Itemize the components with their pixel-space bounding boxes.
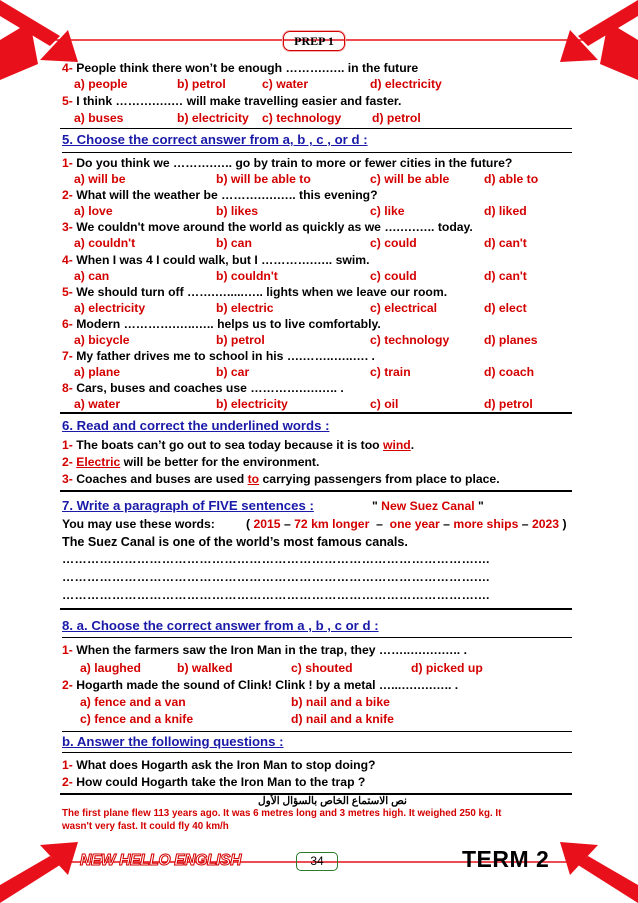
listening-text-line: wasn't very fast. It could fly 40 km/h <box>62 821 229 832</box>
option: d) elect <box>484 300 527 315</box>
option: c) could <box>370 268 417 283</box>
option: d) petrol <box>484 397 533 412</box>
section-5-question: 2- What will the weather be ……….….….. this evening? <box>62 188 378 203</box>
divider <box>62 152 572 153</box>
option: c) could <box>370 236 417 251</box>
option: c) technology <box>370 333 450 347</box>
divider <box>62 731 572 732</box>
divider <box>62 637 572 638</box>
underlined-word: Electric <box>76 455 121 469</box>
paragraph-topic: " New Suez Canal " <box>372 499 484 513</box>
option: b) car <box>216 365 250 380</box>
option: b) petrol <box>216 333 265 347</box>
option: a) plane <box>74 365 121 380</box>
option: d) can't <box>484 236 527 251</box>
divider <box>60 412 572 414</box>
option: a) bicycle <box>74 333 130 347</box>
option: c) shouted <box>291 661 353 675</box>
section-6-item: 2- Electric will be better for the environment. <box>62 455 320 469</box>
section-5-question: 4- When I was 4 I could walk, but I ………….….. swim. <box>62 252 370 267</box>
option: a) will be <box>74 172 126 186</box>
writing-line[interactable]: ……………………………………………………………………………………….… <box>62 570 491 584</box>
underlined-word: wind <box>383 438 411 452</box>
page-number: 34 <box>296 852 338 871</box>
option: d) liked <box>484 204 527 219</box>
option: c) train <box>370 365 411 380</box>
option: a) laughed <box>80 661 141 675</box>
option: d) coach <box>484 365 535 380</box>
option: c) oil <box>370 397 399 412</box>
header-badge: PREP 1 <box>283 31 345 51</box>
option: a) can <box>74 268 110 283</box>
option: d) petrol <box>372 111 421 125</box>
section-8-question-2: 2- Hogarth made the sound of Clink! Clink ! by a metal …...….….….. . <box>62 678 459 692</box>
listening-heading: نص الاستماع الخاص بالسؤال الأول <box>258 795 407 807</box>
option: b) will be able to <box>216 172 311 186</box>
writing-line[interactable]: ……………………………………………………………………………………….… <box>62 588 491 602</box>
section-5-question: 1- Do you think we ……….….. go by train to more or fewer cities in the future? <box>62 156 513 170</box>
underlined-word: to <box>247 472 260 486</box>
section-5-question: 3- We couldn't move around the world as quickly as we ….….….. today. <box>62 220 473 235</box>
option: b) electricity <box>216 397 288 412</box>
option: b) likes <box>216 204 258 219</box>
option: d) can't <box>484 268 527 283</box>
section-5-question: 6- Modern ………….…..….. helps us to live comfortably. <box>62 317 381 331</box>
bottom-right-arrow-icon <box>578 856 638 903</box>
option: d) electricity <box>370 77 442 91</box>
question-5: 5- I think ……….….… will make travelling easier and faster. <box>62 94 402 108</box>
option: c) will be able <box>370 172 450 186</box>
hint-words: ( 2015 – 72 km longer – one year – more ships – 2023 ) <box>246 517 567 531</box>
option: a) buses <box>74 111 124 125</box>
option: a) people <box>74 77 128 91</box>
option: b) electric <box>216 300 274 315</box>
section-8b-question-2: 2- How could Hogarth take the Iron Man to the trap ? <box>62 775 366 789</box>
footer-term: TERM 2 <box>462 846 550 872</box>
divider <box>60 128 572 129</box>
paragraph-intro: The Suez Canal is one of the world’s most famous canals. <box>62 535 408 549</box>
section-5-title: 5. Choose the correct answer from a, b , c , or d : <box>62 132 368 147</box>
option: a) electricity <box>74 300 146 315</box>
writing-line[interactable]: ……………………………………………………………………………………….… <box>62 552 491 566</box>
option: a) water <box>74 397 121 412</box>
option: c) fence and a knife <box>80 712 194 726</box>
section-6-title: 6. Read and correct the underlined words : <box>62 418 330 433</box>
section-8b-title: b. Answer the following questions : <box>62 734 284 749</box>
option: c) technology <box>262 111 342 125</box>
option: b) electricity <box>177 111 249 125</box>
hint-label: You may use these words: <box>62 517 215 531</box>
divider <box>60 490 572 492</box>
option: d) picked up <box>411 661 483 675</box>
divider <box>62 752 572 753</box>
footer-brand: NEW HELLO ENGLISH <box>80 852 242 869</box>
option: b) can <box>216 236 252 251</box>
option: b) walked <box>177 661 233 675</box>
option: a) love <box>74 204 113 219</box>
option: d) able to <box>484 172 539 186</box>
section-6-item: 1- The boats can’t go out to sea today because it is too wind. <box>62 438 415 452</box>
option: a) couldn't <box>74 236 136 251</box>
option: c) like <box>370 204 405 219</box>
listening-text-line: The first plane flew 113 years ago. It was 6 metres long and 3 metres high. It weighed 250 kg. It <box>62 808 502 819</box>
section-8-title: 8. a. Choose the correct answer from a , b , c or d : <box>62 618 379 633</box>
option: a) fence and a van <box>80 695 186 709</box>
section-6-item: 3- Coaches and buses are used to carrying passengers from place to place. <box>62 472 500 486</box>
section-8-question-1: 1- When the farmers saw the Iron Man in the trap, they ……..….….….. . <box>62 643 467 657</box>
option: b) nail and a bike <box>291 695 390 709</box>
option: b) petrol <box>177 77 226 91</box>
section-5-question: 8- Cars, buses and coaches use ………….….….. . <box>62 381 344 396</box>
option: c) electrical <box>370 300 438 315</box>
option: d) nail and a knife <box>291 712 394 726</box>
section-8b-question-1: 1- What does Hogarth ask the Iron Man to stop doing? <box>62 758 376 772</box>
option: d) planes <box>484 333 538 347</box>
section-5-question: 5- We should turn off …….….....….. lights when we leave our room. <box>62 284 448 299</box>
divider <box>60 608 572 610</box>
option: b) couldn't <box>216 268 278 283</box>
option: c) water <box>262 77 309 91</box>
bottom-left-arrow-icon <box>0 856 60 903</box>
question-4: 4- People think there won’t be enough ……….….. in the future <box>62 61 419 75</box>
section-7-title: 7. Write a paragraph of FIVE sentences : <box>62 498 314 513</box>
section-5-question: 7- My father drives me to school in his ….……..…..…. . <box>62 349 375 364</box>
